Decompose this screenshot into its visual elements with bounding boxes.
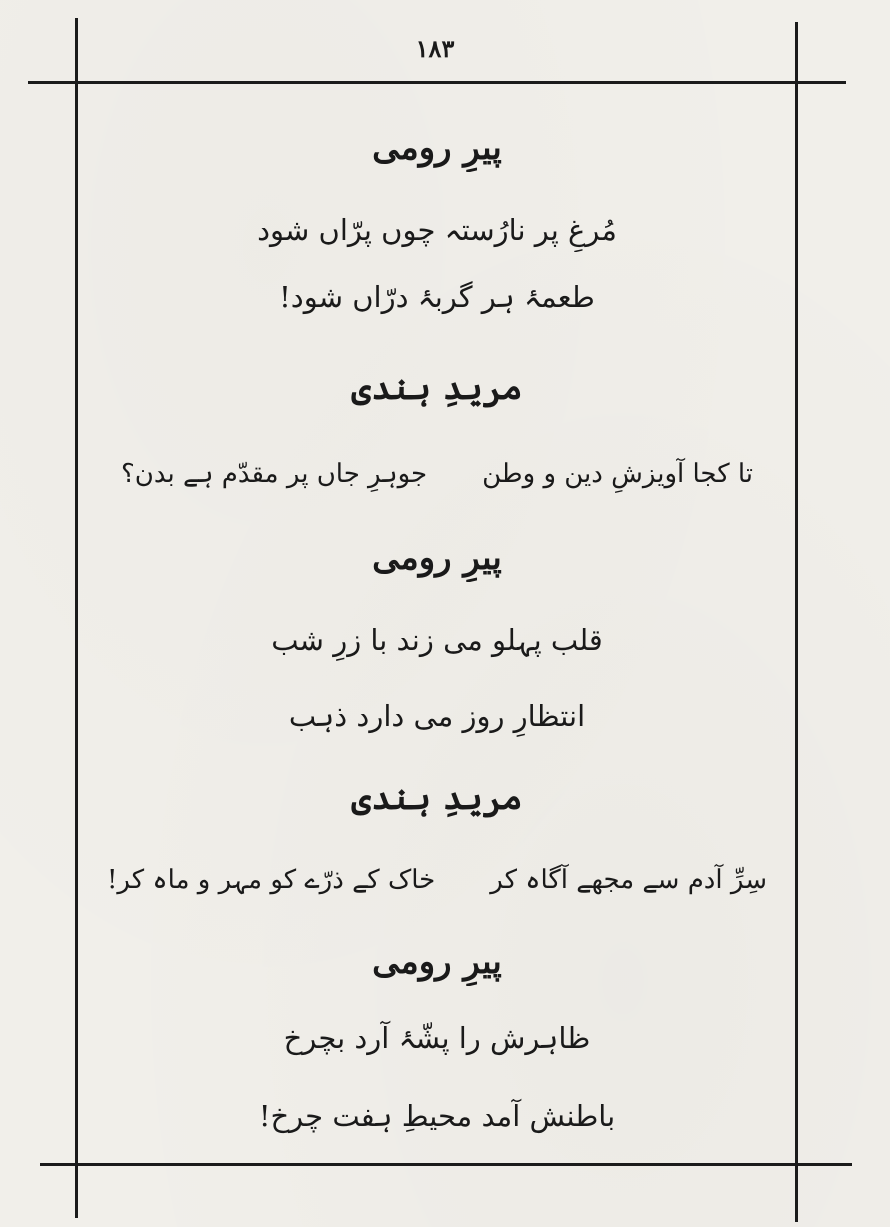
section-1-verse-1: مُرغِ پر نارُستہ چوں پرّاں شود: [257, 213, 617, 247]
section-2-couplet: [82, 452, 792, 496]
right-border-line: [795, 22, 798, 1222]
section-4-couplet: [82, 858, 792, 902]
section-1-verse-2: طعمۂ ہر گربۂ درّاں شود!: [279, 280, 595, 314]
section-4-hemistich-2: خاک کے ذرّے کو مہر و ماہ کر!: [106, 865, 436, 895]
left-border-line: [75, 18, 78, 1218]
bottom-rule: [40, 1163, 852, 1166]
section-5-verse-1: ظاہرش را پشّۂ آرد بچرخ: [283, 1021, 591, 1055]
section-1-heading: پیرِ رومی: [372, 128, 502, 168]
section-3-verse-2: انتظارِ روز می دارد ذہب: [288, 699, 586, 733]
top-rule: [28, 81, 846, 84]
section-3-verse-1: قلب پہلو می زند با زرِ شب: [271, 623, 603, 657]
section-2-heading: مریدِ ہندی: [351, 368, 523, 408]
section-3-heading: پیرِ رومی: [372, 538, 502, 578]
section-5-heading: پیرِ رومی: [372, 942, 502, 982]
section-2-hemistich-1: تا کجا آویزشِ دین و وطن: [482, 459, 754, 489]
section-2-hemistich-2: جوہرِ جاں پر مقدّم ہے بدن؟: [120, 459, 428, 489]
page-number: ۱۸۳: [415, 34, 455, 63]
section-4-hemistich-1: سِرِّ آدم سے مجھے آگاہ کر: [490, 865, 768, 895]
section-4-heading: مریدِ ہندی: [351, 778, 523, 818]
section-5-verse-2: باطنش آمد محیطِ ہفت چرخ!: [258, 1099, 616, 1133]
